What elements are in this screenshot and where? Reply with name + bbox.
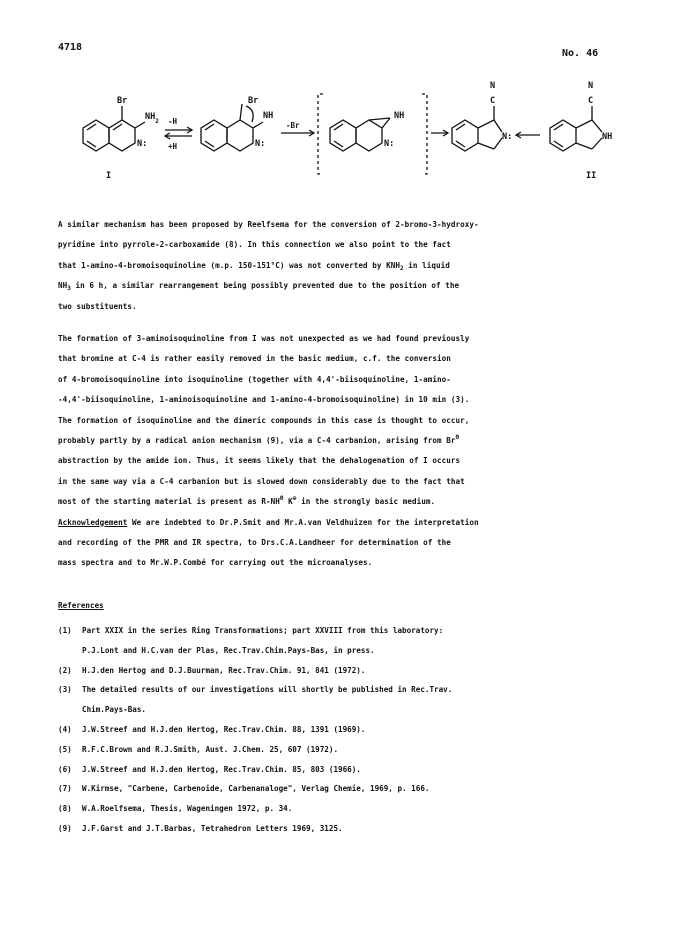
reference-number: (9) (58, 823, 72, 833)
text-line: The formation of 3-aminoisoquinoline from I was not unexpected as we had found previously (58, 334, 470, 343)
text-line: and recording of the PMR and IR spectra, to Drs.C.A.Landheer for determination of the (58, 537, 451, 547)
paragraph-2 (58, 329, 618, 574)
label-n-1: N: (137, 139, 148, 149)
references-section (58, 601, 452, 839)
text-line: probably partly by a radical anion mechanism (9), via a C-4 carbanion, arising from $Br^\Theta$ (58, 433, 460, 445)
isoquinoline-ring-3 (330, 118, 390, 151)
text-line: The formation of isoquinoline and the dimeric compounds in this case is thought to occur, (58, 415, 470, 425)
reference-number: (7) (58, 784, 72, 794)
isoindole-ring-2 (550, 106, 602, 151)
acknowledgement-heading: Acknowledgement (58, 517, 128, 527)
label-plus-h: +H (168, 142, 178, 151)
text-line: mass spectra and to Mr.W.P.Combé for carrying out the microanalyses. (58, 558, 373, 568)
text-line: that bromine at C-4 is rather easily removed in the basic medium, c.f. the conversion (58, 354, 451, 364)
isoindole-ring-1 (452, 106, 502, 151)
reaction-scheme (50, 76, 650, 182)
label-c-top-2: C (588, 96, 594, 106)
text-line: abstraction by the amide ion. Thus, it seems likely that the dehalogenation of I occurs (58, 456, 461, 466)
label-n-3: N: (384, 139, 395, 149)
page-number: 4718 (58, 42, 83, 53)
reference-item (58, 661, 452, 681)
label-nh2: $NH_2$ (145, 112, 159, 125)
label-nh-b: NH (394, 111, 405, 121)
reference-number: (6) (58, 764, 72, 774)
reference-text: W.A.Roelfsema, Thesis, Wageningen 1972, p. 34. (82, 804, 293, 814)
reference-text: R.F.C.Brown and R.J.Smith, Aust. J.Chem. 25, 607 (1972). (82, 744, 339, 754)
reference-list (58, 621, 452, 839)
reference-text: H.J.den Hertog and D.J.Buurman, Rec.Trav.Chim. 91, 841 (1972). (82, 665, 366, 675)
isoquinoline-ring-1 (83, 106, 148, 151)
label-br-1: Br (117, 96, 128, 106)
reference-text: J.F.Garst and J.T.Barbas, Tetrahedron Letters 1969, 3125. (82, 823, 343, 833)
reference-item (58, 720, 452, 740)
text-line: that 1-amino-4-bromoisoquinoline (m.p. 150-151°C) was not converted by $KNH_2$ in liquid (58, 260, 450, 272)
label-br-2: Br (248, 96, 259, 106)
reference-item (58, 799, 452, 819)
references-heading: References (58, 601, 104, 610)
reference-item (58, 740, 452, 760)
label-minus-br: -Br (286, 121, 300, 130)
text-line: $NH_3$ in 6 h, a similar rearrangement being possibly prevented due to the position of the (58, 281, 460, 293)
reference-text: The detailed results of our investigations will shortly be published in Rec.Trav. (82, 685, 453, 695)
isoquinoline-ring-2 (201, 104, 266, 151)
label-c-top-1: C (490, 96, 496, 106)
reference-item (58, 779, 452, 799)
reference-item (58, 621, 452, 641)
reference-item (58, 819, 452, 839)
text-line: pyridine into pyrrole-2-carboxamide (8). In this connection we also point to the fact (58, 240, 451, 250)
label-n-top-2: N (588, 81, 594, 91)
reference-text: J.W.Streef and H.J.den Hertog, Rec.Trav.Chim. 88, 1391 (1969). (82, 724, 366, 734)
reference-number: (4) (58, 724, 72, 734)
reference-text: W.Kirmse, "Carbene, Carbenoide, Carbenanaloge", Verlag Chemie, 1969, p. 166. (82, 784, 430, 794)
reference-text: J.W.Streef and H.J.den Hertog, Rec.Trav.Chim. 85, 803 (1966). (82, 764, 361, 774)
label-n-ring-1: N: (502, 132, 513, 142)
reference-continuation: P.J.Lont and H.C.van der Plas, Rec.Trav.Chim.Pays-Bas, in press. (82, 645, 375, 655)
reference-number: (3) (58, 685, 72, 695)
label-n-2: N: (255, 139, 266, 149)
reference-number: (5) (58, 744, 72, 754)
reference-text: Part XXIX in the series Ring Transformations; part XXVIII from this laboratory: (82, 626, 444, 635)
acknowledgement-line: Acknowledgement We are indebted to Dr.P.Smit and Mr.A.van Veldhuizen for the interpretation (58, 517, 479, 527)
label-nh-ring-2: NH (602, 132, 613, 142)
text-line: in the same way via a C-4 carbanion but is slowed down considerably due to the fact that (58, 476, 465, 486)
reference-item (58, 680, 452, 700)
text-line: most of the starting material is present as $R-NH^\Theta$ K⊕ in the strongly basic medium. (58, 495, 436, 507)
compound-label-i: I (106, 171, 112, 181)
reference-number: (2) (58, 665, 72, 675)
reference-number: (1) (58, 626, 72, 635)
text-line: A similar mechanism has been proposed by Reelfsema for the conversion of 2-bromo-3-hydroxy- (58, 220, 479, 229)
label-minus-h: -H (168, 117, 178, 126)
text-line: -4,4'-biisoquinoline, 1-aminoisoquinoline and 1-amino-4-bromoisoquinoline) in 10 min (3). (58, 395, 470, 405)
compound-label-ii: II (586, 171, 597, 181)
reference-item (58, 760, 452, 780)
text-line: of 4-bromoisoquinoline into isoquinoline (together with 4,4'-biisoquinoline, 1-amino- (58, 374, 451, 384)
paragraph-1 (58, 215, 618, 317)
reference-continuation: Chim.Pays-Bas. (82, 705, 147, 715)
journal-issue: No. 46 (562, 48, 599, 59)
label-n-top-1: N (490, 81, 496, 91)
reference-number: (8) (58, 804, 72, 814)
text-line: two substituents. (58, 301, 137, 311)
label-nh-a: NH (263, 111, 274, 121)
